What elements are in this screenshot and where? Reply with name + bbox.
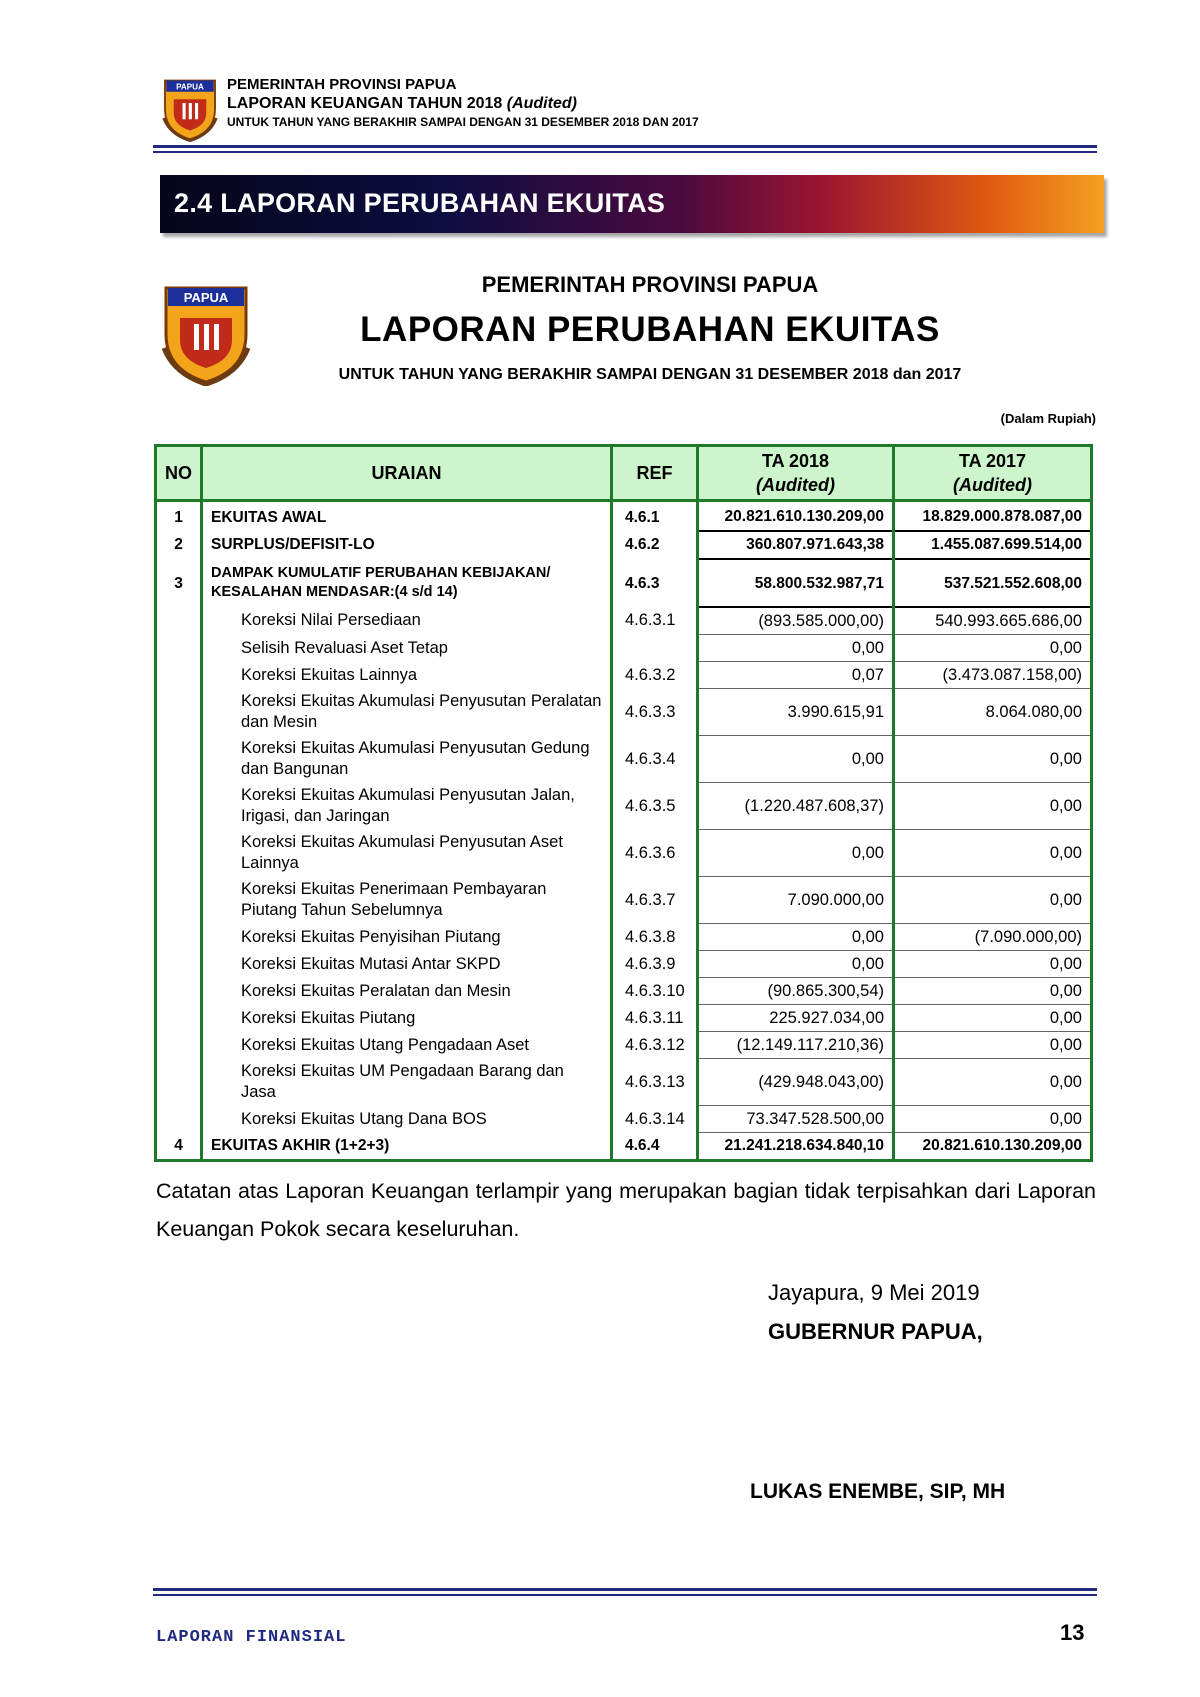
header-period: UNTUK TAHUN YANG BERAKHIR SAMPAI DENGAN 31 DESEMBER 2018 DAN 2017 [227, 115, 699, 129]
table-row [156, 635, 1092, 662]
row-value-2018: 0,00 [698, 736, 894, 783]
row-ref: 4.6.1 [612, 501, 698, 532]
row-no [156, 1032, 202, 1059]
table-row [156, 1059, 1092, 1106]
table-row [156, 559, 1092, 607]
row-value-2018: (90.865.300,54) [698, 978, 894, 1005]
row-ref: 4.6.3.6 [612, 830, 698, 877]
row-no [156, 877, 202, 924]
row-desc: Koreksi Ekuitas Penerimaan Pembayaran Piutang Tahun Sebelumnya [202, 877, 612, 924]
row-desc: SURPLUS/DEFISIT-LO [202, 531, 612, 559]
row-value-2018: 0,07 [698, 662, 894, 689]
col-ref-header: REF [612, 446, 698, 501]
running-header [227, 75, 699, 130]
row-no [156, 1005, 202, 1032]
table-row [156, 607, 1092, 635]
table-total-row [156, 1133, 1092, 1161]
col-desc-header: URAIAN [202, 446, 612, 501]
row-desc: Koreksi Ekuitas Mutasi Antar SKPD [202, 951, 612, 978]
header-government: PEMERINTAH PROVINSI PAPUA [227, 76, 457, 93]
row-desc: DAMPAK KUMULATIF PERUBAHAN KEBIJAKAN/ KESALAHAN MENDASAR:(4 s/d 14) [202, 559, 612, 607]
row-ref: 4.6.3 [612, 559, 698, 607]
report-government: PEMERINTAH PROVINSI PAPUA [481, 272, 819, 297]
page-number: 13 [1060, 1620, 1085, 1645]
row-value-2017: (3.473.087.158,00) [894, 662, 1092, 689]
svg-text:PAPUA: PAPUA [183, 290, 229, 305]
financial-note: Catatan atas Laporan Keuangan terlampir yang merupakan bagian tidak terpisahkan dari Laporan Keuangan Pokok secara keseluruhan. [156, 1179, 1096, 1241]
row-desc: Koreksi Ekuitas Akumulasi Penyusutan Aset Lainnya [202, 830, 612, 877]
papua-coat-of-arms-icon [160, 74, 220, 142]
row-ref: 4.6.2 [612, 531, 698, 559]
row-no: 4 [156, 1133, 202, 1161]
row-value-2017: 0,00 [894, 1032, 1092, 1059]
row-value-2017: 1.455.087.699.514,00 [894, 531, 1092, 559]
table-row [156, 501, 1092, 532]
row-value-2017: 0,00 [894, 830, 1092, 877]
row-ref [612, 635, 698, 662]
row-value-2018: 3.990.615,91 [698, 689, 894, 736]
row-ref: 4.6.3.1 [612, 607, 698, 635]
row-value-2017: 20.821.610.130.209,00 [894, 1133, 1092, 1161]
report-title: LAPORAN PERUBAHAN EKUITAS [360, 310, 940, 349]
table-row [156, 736, 1092, 783]
row-ref: 4.6.3.9 [612, 951, 698, 978]
table-row [156, 924, 1092, 951]
row-value-2018: (893.585.000,00) [698, 607, 894, 635]
row-ref: 4.6.3.14 [612, 1106, 698, 1133]
row-value-2017: 18.829.000.878.087,00 [894, 501, 1092, 532]
footer-label: LAPORAN FINANSIAL [156, 1628, 347, 1647]
row-ref: 4.6.3.7 [612, 877, 698, 924]
row-desc: Koreksi Ekuitas Akumulasi Penyusutan Jalan, Irigasi, dan Jaringan [202, 783, 612, 830]
row-value-2017: 0,00 [894, 978, 1092, 1005]
row-no [156, 978, 202, 1005]
section-banner [160, 175, 1104, 233]
row-no: 2 [156, 531, 202, 559]
row-desc: Koreksi Ekuitas Penyisihan Piutang [202, 924, 612, 951]
signature-place-date: Jayapura, 9 Mei 2019 [768, 1280, 980, 1305]
row-value-2017: 540.993.665.686,00 [894, 607, 1092, 635]
row-value-2017: 0,00 [894, 736, 1092, 783]
row-desc: EKUITAS AKHIR (1+2+3) [202, 1133, 612, 1161]
row-value-2018: 73.347.528.500,00 [698, 1106, 894, 1133]
table-header-row [156, 446, 1092, 501]
svg-text:PAPUA: PAPUA [176, 82, 204, 92]
row-no [156, 783, 202, 830]
row-desc: Koreksi Ekuitas Akumulasi Penyusutan Peralatan dan Mesin [202, 689, 612, 736]
row-value-2017: 0,00 [894, 783, 1092, 830]
row-no [156, 830, 202, 877]
row-value-2018: 58.800.532.987,71 [698, 559, 894, 607]
row-ref: 4.6.3.12 [612, 1032, 698, 1059]
row-desc: Koreksi Ekuitas Utang Pengadaan Aset [202, 1032, 612, 1059]
equity-change-table [154, 444, 1093, 1162]
row-ref: 4.6.3.13 [612, 1059, 698, 1106]
row-value-2018: 0,00 [698, 951, 894, 978]
row-ref: 4.6.3.5 [612, 783, 698, 830]
row-desc: Koreksi Ekuitas Utang Dana BOS [202, 1106, 612, 1133]
row-no [156, 607, 202, 635]
header-report-title: LAPORAN KEUANGAN TAHUN 2018 (Audited) [227, 95, 577, 112]
row-value-2017: 0,00 [894, 1005, 1092, 1032]
report-period: UNTUK TAHUN YANG BERAKHIR SAMPAI DENGAN 31 DESEMBER 2018 dan 2017 [338, 366, 962, 383]
table-row [156, 877, 1092, 924]
table-row [156, 783, 1092, 830]
header-divider [153, 145, 1097, 153]
footer-divider [153, 1588, 1097, 1596]
row-no [156, 736, 202, 783]
row-ref: 4.6.3.10 [612, 978, 698, 1005]
row-value-2018: 7.090.000,00 [698, 877, 894, 924]
row-no [156, 924, 202, 951]
table-row [156, 1032, 1092, 1059]
row-desc: Koreksi Ekuitas Lainnya [202, 662, 612, 689]
row-value-2018: 360.807.971.643,38 [698, 531, 894, 559]
row-value-2018: 0,00 [698, 635, 894, 662]
row-value-2018: (429.948.043,00) [698, 1059, 894, 1106]
row-desc: Koreksi Nilai Persediaan [202, 607, 612, 635]
row-desc: Koreksi Ekuitas Akumulasi Penyusutan Gedung dan Bangunan [202, 736, 612, 783]
row-no [156, 662, 202, 689]
row-value-2017: 0,00 [894, 951, 1092, 978]
row-value-2018: 0,00 [698, 830, 894, 877]
row-value-2017: 0,00 [894, 1106, 1092, 1133]
table-row [156, 689, 1092, 736]
header-audited-label: (Audited) [506, 95, 577, 112]
row-ref: 4.6.3.3 [612, 689, 698, 736]
row-no [156, 951, 202, 978]
table-row [156, 531, 1092, 559]
row-value-2018: 21.241.218.634.840,10 [698, 1133, 894, 1161]
row-ref: 4.6.3.4 [612, 736, 698, 783]
section-title: 2.4 LAPORAN PERUBAHAN EKUITAS [174, 188, 666, 218]
row-desc: Koreksi Ekuitas Piutang [202, 1005, 612, 1032]
table-row [156, 978, 1092, 1005]
signature-name: LUKAS ENEMBE, SIP, MH [750, 1480, 1006, 1503]
signature-title: GUBERNUR PAPUA, [768, 1319, 983, 1344]
row-value-2017: (7.090.000,00) [894, 924, 1092, 951]
table-row [156, 830, 1092, 877]
table-row [156, 1005, 1092, 1032]
col-2018-header: TA 2018 (Audited) [698, 446, 894, 501]
row-desc: Koreksi Ekuitas Peralatan dan Mesin [202, 978, 612, 1005]
row-ref: 4.6.3.2 [612, 662, 698, 689]
row-value-2018: 20.821.610.130.209,00 [698, 501, 894, 532]
row-ref: 4.6.4 [612, 1133, 698, 1161]
row-value-2017: 8.064.080,00 [894, 689, 1092, 736]
row-value-2017: 537.521.552.608,00 [894, 559, 1092, 607]
row-desc: Koreksi Ekuitas UM Pengadaan Barang dan Jasa [202, 1059, 612, 1106]
row-ref: 4.6.3.8 [612, 924, 698, 951]
col-no-header: NO [156, 446, 202, 501]
row-value-2017: 0,00 [894, 1059, 1092, 1106]
row-value-2017: 0,00 [894, 635, 1092, 662]
col-2017-header: TA 2017 (Audited) [894, 446, 1092, 501]
row-desc: Selisih Revaluasi Aset Tetap [202, 635, 612, 662]
row-value-2017: 0,00 [894, 877, 1092, 924]
row-no [156, 1106, 202, 1133]
currency-unit: (Dalam Rupiah) [1000, 411, 1096, 426]
row-no [156, 635, 202, 662]
table-row [156, 1106, 1092, 1133]
row-no: 3 [156, 559, 202, 607]
table-row [156, 951, 1092, 978]
row-value-2018: 0,00 [698, 924, 894, 951]
row-ref: 4.6.3.11 [612, 1005, 698, 1032]
row-value-2018: (1.220.487.608,37) [698, 783, 894, 830]
row-value-2018: (12.149.117.210,36) [698, 1032, 894, 1059]
row-no: 1 [156, 501, 202, 532]
table-row [156, 662, 1092, 689]
row-desc: EKUITAS AWAL [202, 501, 612, 532]
row-value-2018: 225.927.034,00 [698, 1005, 894, 1032]
row-no [156, 689, 202, 736]
row-no [156, 1059, 202, 1106]
